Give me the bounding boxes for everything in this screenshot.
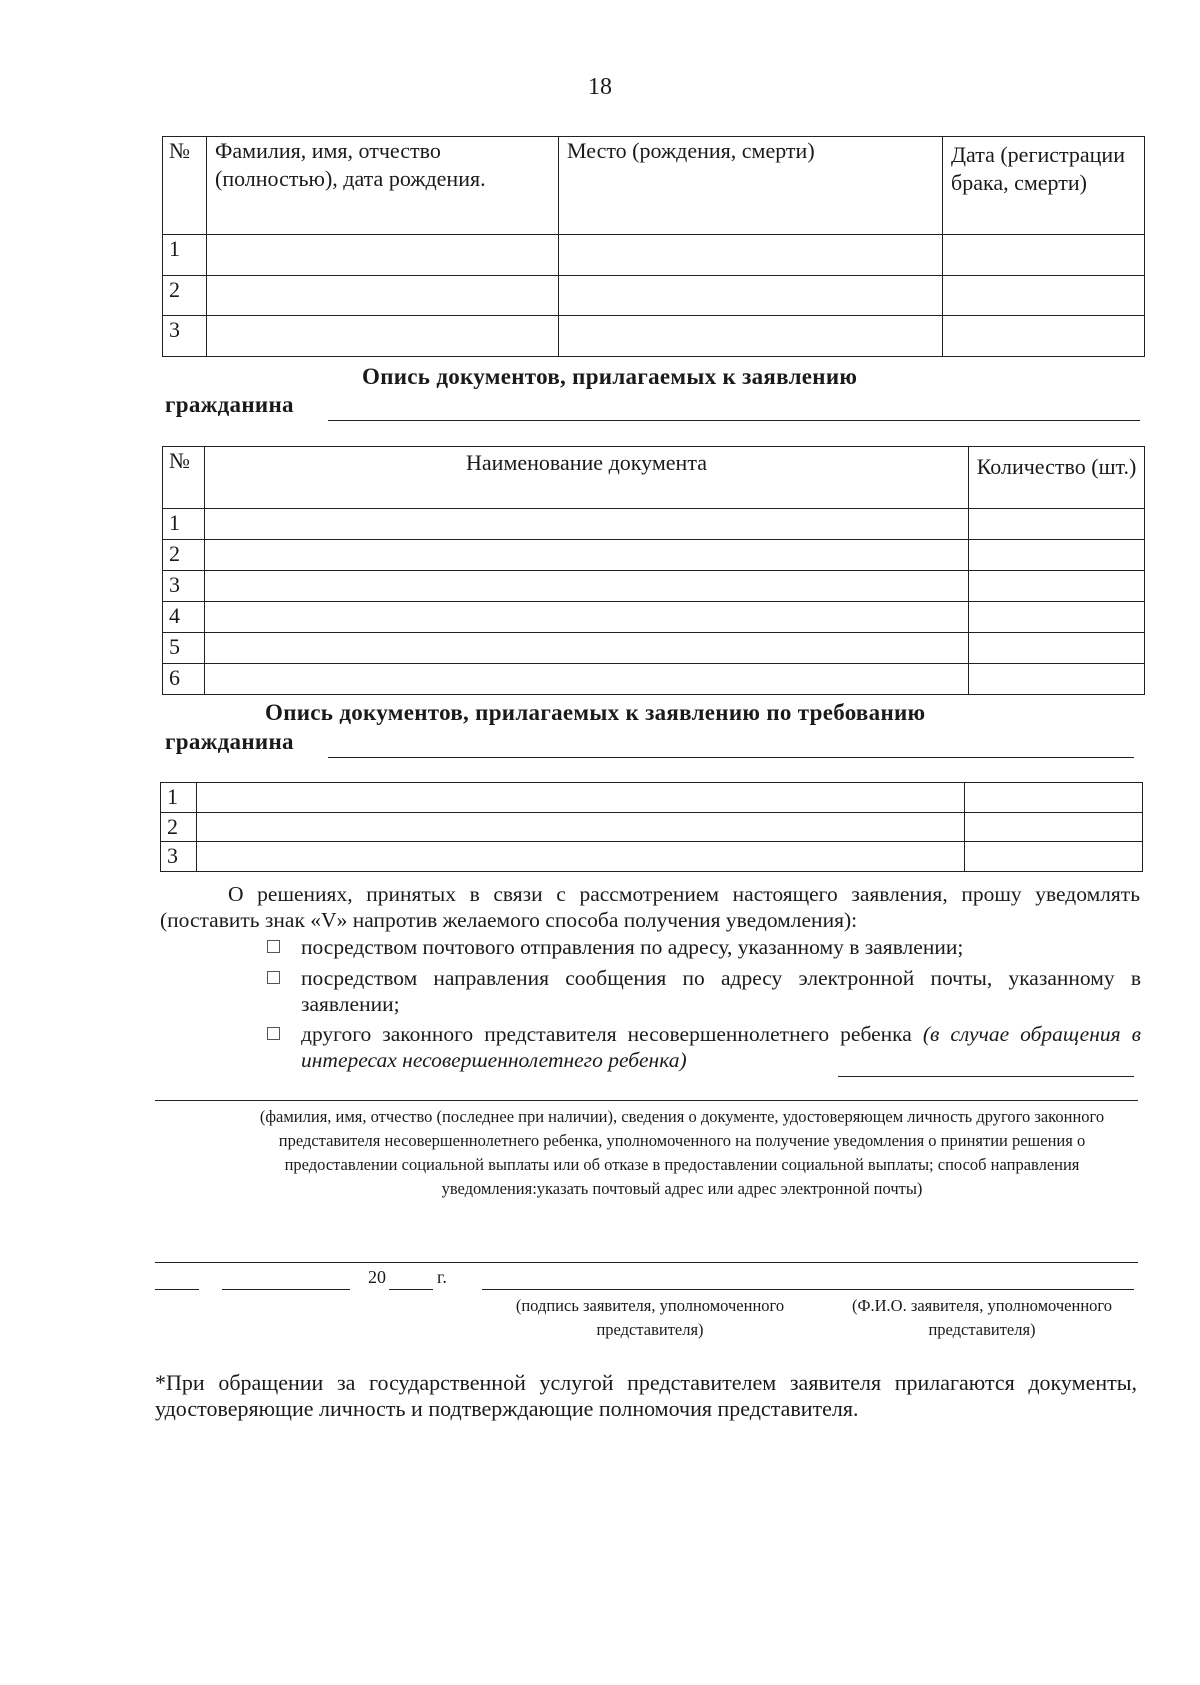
table-row [163, 540, 1145, 571]
column-header-date: Дата (регистрации брака, смерти) [943, 137, 1145, 235]
cell-quantity[interactable] [965, 813, 1143, 842]
year-prefix: 20 [368, 1267, 386, 1287]
section-heading-documents: Опись документов, прилагаемых к заявлению [362, 364, 858, 389]
table-row [163, 602, 1145, 633]
name-caption: (Ф.И.О. заявителя, уполномоченного представителя) [851, 1296, 1113, 1339]
row-number: 4 [163, 602, 205, 633]
cell-document[interactable] [197, 813, 965, 842]
cell-document[interactable] [205, 509, 969, 540]
option-post: посредством почтового отправления по адресу, указанному в заявлении; [301, 935, 964, 959]
table-row [163, 509, 1145, 540]
notification-intro: О решениях, принятых в связи с рассмотрением настоящего заявления, прошу уведомлять (поставить знак «V» напротив желаемого способа получения уведомления): [160, 882, 1140, 932]
cell-document[interactable] [205, 540, 969, 571]
cell-document[interactable] [205, 571, 969, 602]
cell-document[interactable] [205, 664, 969, 695]
footnote: *При обращении за государственной услугой представителем заявителя прилагаются документы, удостоверяющие личность и подтверждающие полномочия представителя. [155, 1370, 1137, 1421]
cell-quantity[interactable] [969, 664, 1145, 695]
row-number: 6 [163, 664, 205, 695]
table-row [163, 664, 1145, 695]
cell-quantity[interactable] [969, 633, 1145, 664]
cell-document[interactable] [205, 633, 969, 664]
row-number: 3 [163, 316, 207, 357]
column-header-document-name: Наименование документа [205, 447, 969, 509]
cell-quantity[interactable] [969, 509, 1145, 540]
cell-place[interactable] [559, 235, 943, 276]
representative-details-caption: (фамилия, имя, отчество (последнее при наличии), сведения о документе, удостоверяющем личность другого законного представителя несовершеннолетнего ребенка, уполномоченного на получение уведомления о принятии решения о предоставлении социальной выплаты или об отказе в предоставлении социальной выплаты; способ направления уведомления:указать почтовый адрес или адрес электронной почты) [259, 1107, 1105, 1198]
requested-documents-table [160, 782, 1143, 872]
row-number: 2 [163, 540, 205, 571]
cell-place[interactable] [559, 316, 943, 357]
table-row [163, 571, 1145, 602]
column-header-place: Место (рождения, смерти) [559, 137, 943, 235]
cell-quantity[interactable] [969, 602, 1145, 633]
row-number: 3 [163, 571, 205, 602]
cell-document[interactable] [197, 783, 965, 813]
cell-date[interactable] [943, 235, 1145, 276]
representative-details-line[interactable] [155, 1100, 1138, 1101]
citizen-name-line[interactable] [328, 757, 1134, 758]
cell-document[interactable] [205, 602, 969, 633]
date-year-line[interactable] [389, 1289, 433, 1290]
checkbox-email[interactable] [267, 971, 280, 984]
table-row [161, 842, 1143, 872]
cell-date[interactable] [943, 316, 1145, 357]
table-row [161, 813, 1143, 842]
column-header-number: № [163, 447, 205, 509]
checkbox-post[interactable] [267, 940, 280, 953]
cell-place[interactable] [559, 276, 943, 316]
row-number: 2 [163, 276, 207, 316]
cell-name[interactable] [207, 316, 559, 357]
relatives-table [162, 136, 1145, 357]
row-number: 1 [163, 509, 205, 540]
date-day-line[interactable] [155, 1289, 199, 1290]
table-row [163, 316, 1145, 357]
cell-quantity[interactable] [965, 783, 1143, 813]
row-number: 1 [161, 783, 197, 813]
row-number: 3 [161, 842, 197, 872]
cell-document[interactable] [197, 842, 965, 872]
table-row [161, 783, 1143, 813]
option-representative-note: (в случае обращения в интересах несовершеннолетнего ребенка) [301, 1022, 1141, 1072]
cell-date[interactable] [943, 276, 1145, 316]
representative-field-line[interactable] [838, 1076, 1134, 1077]
cell-quantity[interactable] [969, 540, 1145, 571]
citizen-label: гражданина [165, 392, 294, 417]
signature-line[interactable] [482, 1289, 1134, 1290]
date-month-line[interactable] [222, 1289, 350, 1290]
cell-quantity[interactable] [965, 842, 1143, 872]
option-email: посредством направления сообщения по адресу электронной почты, указанному в заявлении; [301, 966, 1141, 1016]
row-number: 1 [163, 235, 207, 276]
year-suffix: г. [437, 1267, 447, 1287]
column-header-number: № [163, 137, 207, 235]
checkbox-representative[interactable] [267, 1027, 280, 1040]
row-number: 5 [163, 633, 205, 664]
page-number: 18 [588, 74, 612, 100]
citizen-label: гражданина [165, 729, 294, 754]
table-row [163, 235, 1145, 276]
section-heading-requested-documents: Опись документов, прилагаемых к заявлению по требованию [265, 700, 926, 725]
citizen-name-line[interactable] [328, 420, 1140, 421]
column-header-quantity: Количество (шт.) [969, 447, 1145, 509]
row-number: 2 [161, 813, 197, 842]
extra-line[interactable] [155, 1262, 1138, 1263]
table-row [163, 276, 1145, 316]
cell-name[interactable] [207, 235, 559, 276]
documents-table [162, 446, 1145, 695]
cell-name[interactable] [207, 276, 559, 316]
signature-caption: (подпись заявителя, уполномоченного представителя) [515, 1296, 785, 1339]
cell-quantity[interactable] [969, 571, 1145, 602]
table-row [163, 633, 1145, 664]
column-header-full-name: Фамилия, имя, отчество (полностью), дата рождения. [207, 137, 559, 235]
option-representative-label: другого законного представителя несовершеннолетнего ребенка [301, 1022, 912, 1046]
option-representative [301, 1021, 1141, 1073]
